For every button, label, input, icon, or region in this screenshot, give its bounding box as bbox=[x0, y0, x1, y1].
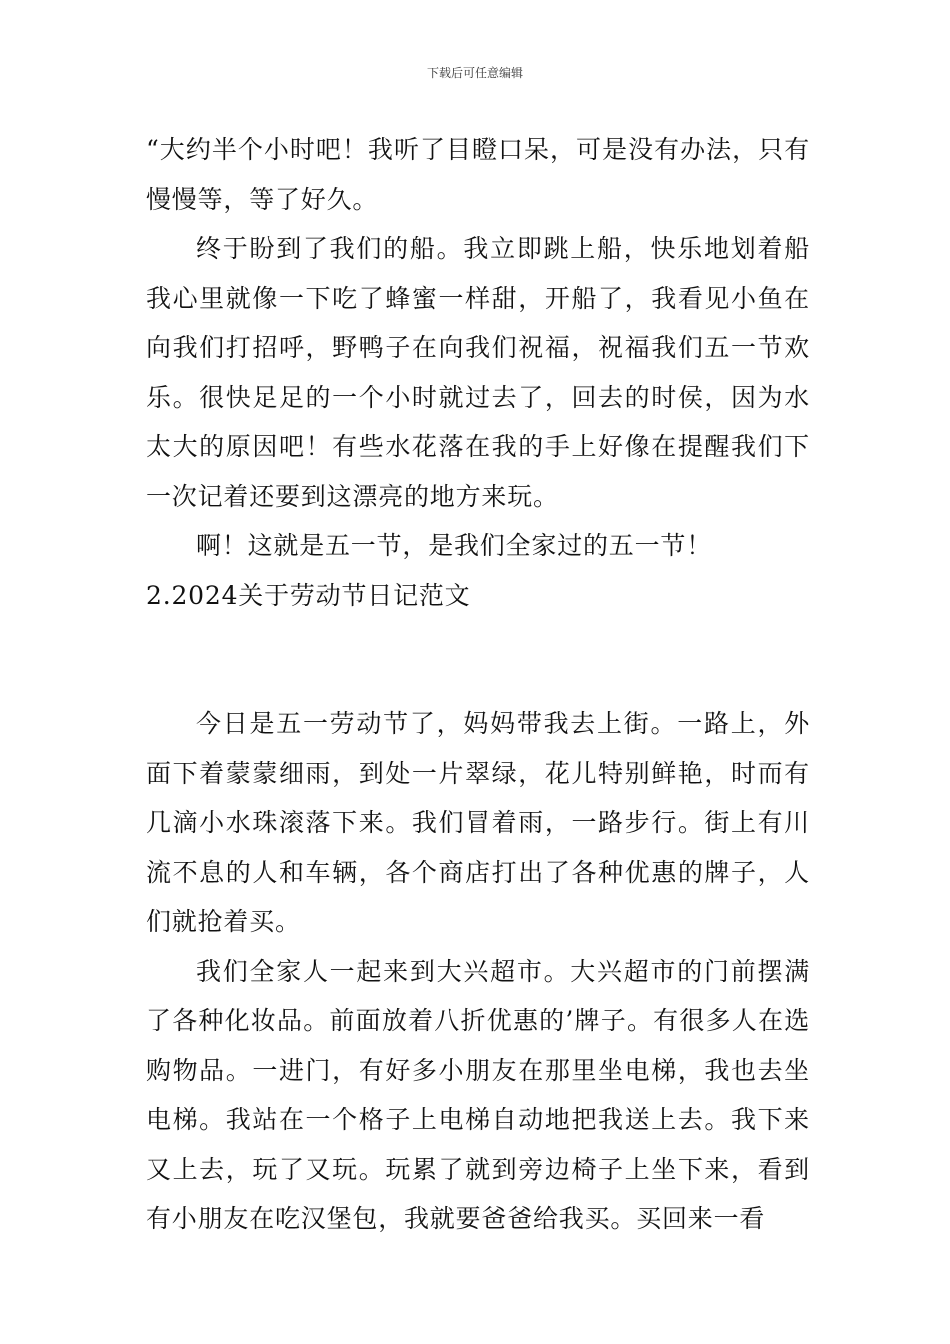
section-spacer bbox=[146, 620, 810, 699]
paragraph-supermarket: 我们全家人一起来到大兴超市。大兴超市的门前摆满了各种化妆品。前面放着八折优惠的’牌子。有很多人在选购物品。一进门，有好多小朋友在那里坐电梯，我也去坐电梯。我站在一个格子上电梯自动地把我送上去。我下来又上去，玩了又玩。玩累了就到旁边椅子上坐下来，看到有小朋友在吃汉堡包，我就要爸爸给我买。买回来一看 bbox=[146, 956, 810, 1233]
section-title: 2.2024关于劳动节日记范文 bbox=[146, 580, 471, 610]
page-header-note: 下载后可任意编辑 bbox=[426, 66, 523, 80]
paragraph-continued: “大约半个小时吧！我听了目瞪口呆，可是没有办法，只有慢慢等，等了好久。 bbox=[146, 135, 810, 214]
paragraph-conclusion: 啊！这就是五一节，是我们全家过的五一节！ bbox=[196, 531, 713, 560]
document-body bbox=[146, 125, 810, 1244]
paragraph-boat-ride: 终于盼到了我们的船。我立即跳上船，快乐地划着船我心里就像一下吃了蜂蜜一样甜，开船了，我看见小鱼在向我们打招呼，野鸭子在向我们祝福，祝福我们五一节欢乐。很快足足的一个小时就过去了，回去的时侯，因为水太大的原因吧！有些水花落在我的手上好像在提醒我们下一次记着还要到这漂亮的地方来玩。 bbox=[146, 234, 810, 511]
paragraph-street: 今日是五一劳动节了，妈妈带我去上街。一路上，外面下着蒙蒙细雨，到处一片翠绿，花儿特别鲜艳，时而有几滴小水珠滚落下来。我们冒着雨，一路步行。街上有川流不息的人和车辆，各个商店打出了各种优惠的牌子，人们就抢着买。 bbox=[146, 709, 810, 936]
